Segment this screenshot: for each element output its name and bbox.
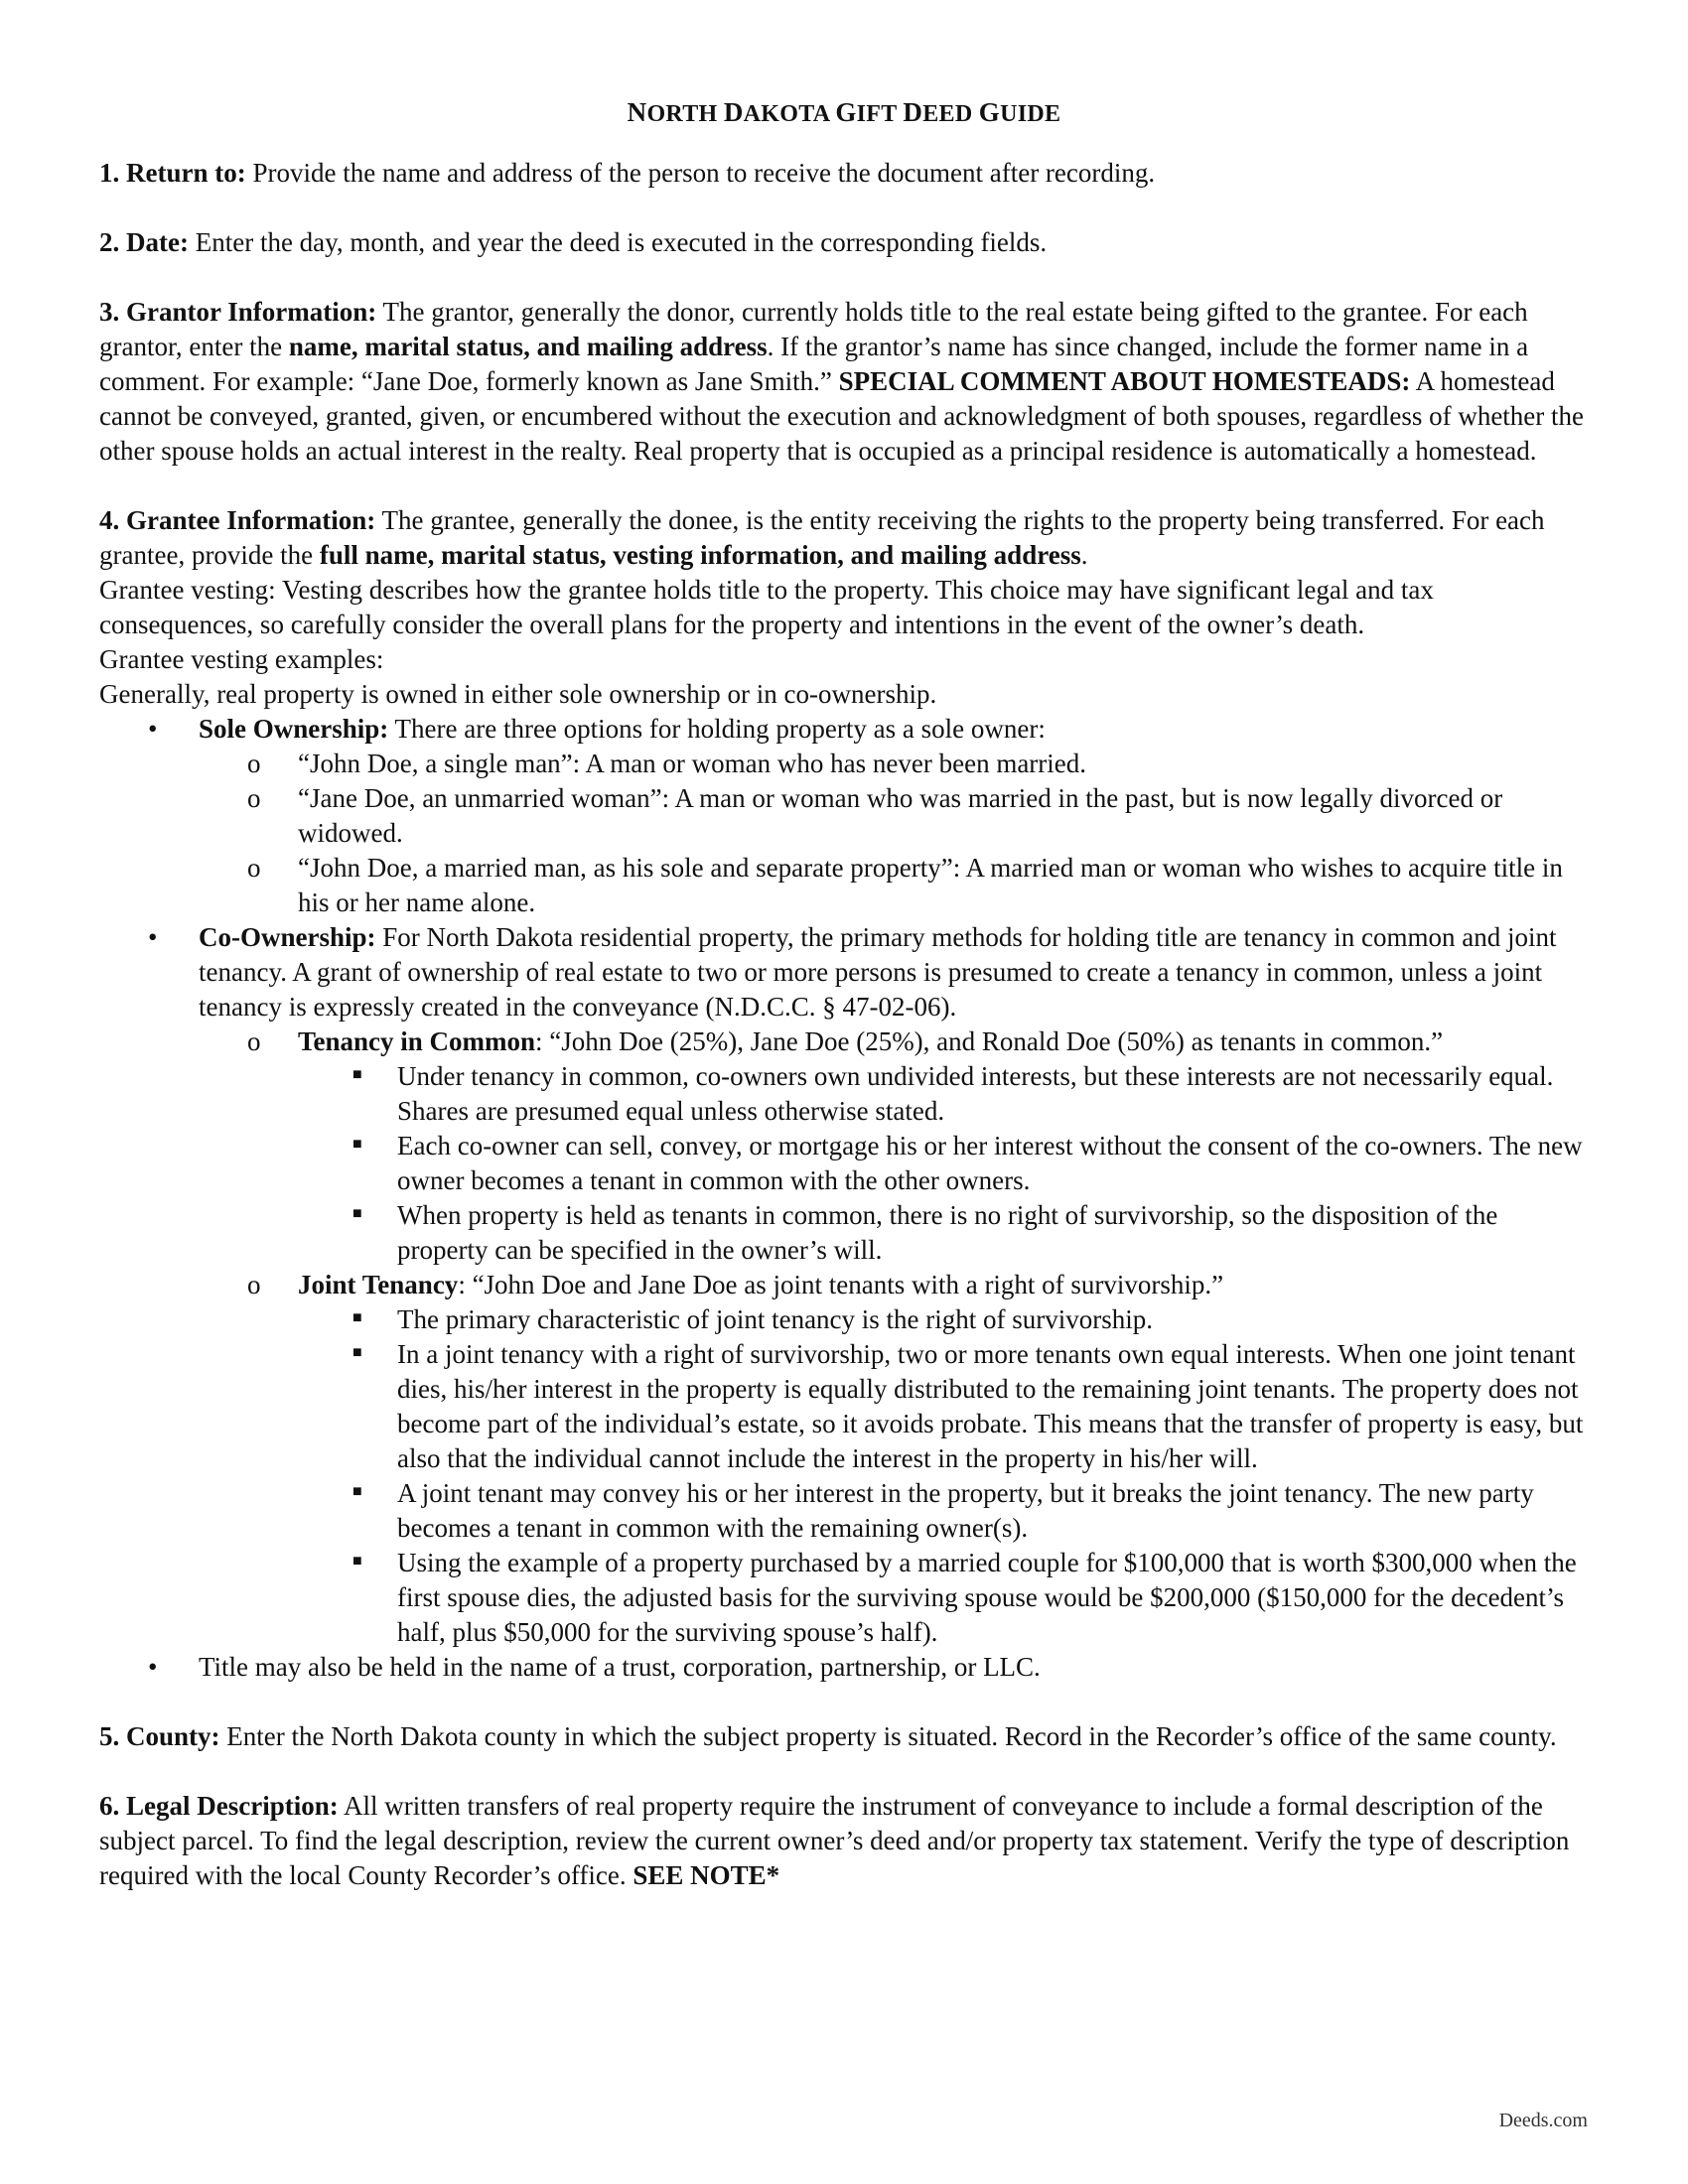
sub-bullet-mark: o — [247, 1026, 261, 1056]
section-grantee-information — [99, 503, 1589, 1685]
section-label: 4. Grantee Information: — [99, 505, 376, 535]
grantee-vesting-examples: Grantee vesting examples: — [99, 644, 384, 674]
list-item: ■ A joint tenant may convey his or her interest in the property, but it breaks the joint tenancy. The new party becomes a tenant in common with the remaining owner(s). — [99, 1476, 1589, 1546]
section-label: 5. County: — [99, 1721, 220, 1751]
square-bullet-mark: ■ — [352, 1309, 362, 1326]
section-grantor-information: 3. Grantor Information: The grantor, generally the donor, currently holds title to the real estate being gifted to the grantee. For each grantor, enter the name, marital status, and mailing address. If the grantor’s name has since changed, include the former name in a comment. For example: “Jane Doe, formerly known as Jane Smith.” SPECIAL COMMENT ABOUT HOMESTEADS: A homestead cannot be conveyed, granted, given, or encumbered without the execution and acknowledgment of both spouses, regardless of whether the other spouse holds an actual interest in the realty. Real property that is occupied as a principal residence is automatically a homestead. — [99, 297, 1585, 466]
list-item: ■ When property is held as tenants in common, there is no right of survivorship, so the disposition of the property can be specified in the owner’s will. — [99, 1198, 1589, 1268]
list-item: ■ Using the example of a property purchased by a married couple for $100,000 that is worth $300,000 when the first spouse dies, the adjusted basis for the surviving spouse would be $200,000 ($150,000 for the decedent’s half, plus $50,000 for the surviving spouse’s half). — [99, 1546, 1589, 1650]
sub-bullet-mark: o — [247, 853, 261, 883]
section-label: 6. Legal Description: — [99, 1791, 339, 1821]
bullet-sole-ownership: • Sole Ownership: There are three options for holding property as a sole owner: — [99, 712, 1589, 747]
page-title: NORTH DAKOTA GIFT DEED GUIDE — [627, 97, 1061, 127]
footer-brand: Deeds.com — [1498, 2110, 1588, 2131]
section-label: 2. Date: — [99, 227, 189, 257]
section-return-to: 1. Return to: Provide the name and address of the person to receive the document after recording. — [99, 158, 1156, 188]
bullet-mark: • — [148, 1652, 158, 1682]
bullet-mark: • — [148, 922, 158, 952]
list-item: ■ Each co-owner can sell, convey, or mortgage his or her interest without the consent of the co-owners. The new owner becomes a tenant in common with the other owners. — [99, 1129, 1589, 1198]
square-bullet-mark: ■ — [352, 1344, 362, 1361]
section-label: 1. Return to: — [99, 158, 246, 188]
list-item: o “John Doe, a single man”: A man or woman who has never been married. — [99, 747, 1589, 781]
document-page — [99, 97, 1589, 1893]
square-bullet-mark: ■ — [352, 1483, 362, 1500]
sub-bullet-mark: o — [247, 749, 261, 778]
bullet-mark: • — [148, 714, 158, 744]
sub-bullet-mark: o — [247, 783, 261, 813]
grantee-generally: Generally, real property is owned in either sole ownership or in co-ownership. — [99, 679, 937, 709]
grantee-intro: 4. Grantee Information: The grantee, generally the donee, is the entity receiving the rights to the property being transferred. For each grantee, provide the full name, marital status, vesting information, and mailing address. — [99, 505, 1545, 570]
sub-bullet-tenancy-in-common: o Tenancy in Common: “John Doe (25%), Jane Doe (25%), and Ronald Doe (50%) as tenants in common.” — [99, 1024, 1589, 1059]
section-date: 2. Date: Enter the day, month, and year the deed is executed in the corresponding fields. — [99, 227, 1048, 257]
section-county: 5. County: Enter the North Dakota county in which the subject property is situated. Record in the Recorder’s office of the same county. — [99, 1721, 1557, 1751]
square-bullet-mark: ■ — [352, 1553, 362, 1570]
list-item: ■ Under tenancy in common, co-owners own undivided interests, but these interests are not necessarily equal. Shares are presumed equal unless otherwise stated. — [99, 1059, 1589, 1129]
list-item: ■ The primary characteristic of joint tenancy is the right of survivorship. — [99, 1302, 1589, 1337]
list-item: ■ In a joint tenancy with a right of survivorship, two or more tenants own equal interests. When one joint tenant dies, his/her interest in the property is equally distributed to the remaining joint tenants. The property does not become part of the individual’s estate, so it avoids probate. This means that the transfer of property is easy, but also that the individual cannot include the interest in the property in his/her will. — [99, 1337, 1589, 1476]
grantee-vesting: Grantee vesting: Vesting describes how the grantee holds title to the property. This choice may have significant legal and tax consequences, so carefully consider the overall plans for the property and intentions in the event of the owner’s death. — [99, 575, 1434, 639]
square-bullet-mark: ■ — [352, 1205, 362, 1222]
square-bullet-mark: ■ — [352, 1136, 362, 1153]
bullet-trust: • Title may also be held in the name of a trust, corporation, partnership, or LLC. — [99, 1650, 1589, 1685]
sub-bullet-mark: o — [247, 1270, 261, 1299]
sub-bullet-joint-tenancy: o Joint Tenancy: “John Doe and Jane Doe as joint tenants with a right of survivorship.” — [99, 1268, 1589, 1302]
list-item: o “John Doe, a married man, as his sole and separate property”: A married man or woman who wishes to acquire title in his or her name alone. — [247, 853, 1563, 917]
list-item: o “Jane Doe, an unmarried woman”: A man or woman who was married in the past, but is now legally divorced or widowed. — [247, 783, 1503, 848]
section-legal-description: 6. Legal Description: All written transfers of real property require the instrument of conveyance to include a formal description of the subject parcel. To find the legal description, review the current owner’s deed and/or property tax statement. Verify the type of description required with the local County Recorder’s office. SEE NOTE* — [99, 1791, 1570, 1890]
bullet-co-ownership: • Co-Ownership: For North Dakota residential property, the primary methods for holding title are tenancy in common and joint tenancy. A grant of ownership of real estate to two or more persons is presumed to create a tenancy in common, unless a joint tenancy is expressly created in the conveyance (N.D.C.C. § 47-02-06). — [148, 922, 1557, 1022]
section-label: 3. Grantor Information: — [99, 297, 377, 327]
square-bullet-mark: ■ — [352, 1066, 362, 1083]
